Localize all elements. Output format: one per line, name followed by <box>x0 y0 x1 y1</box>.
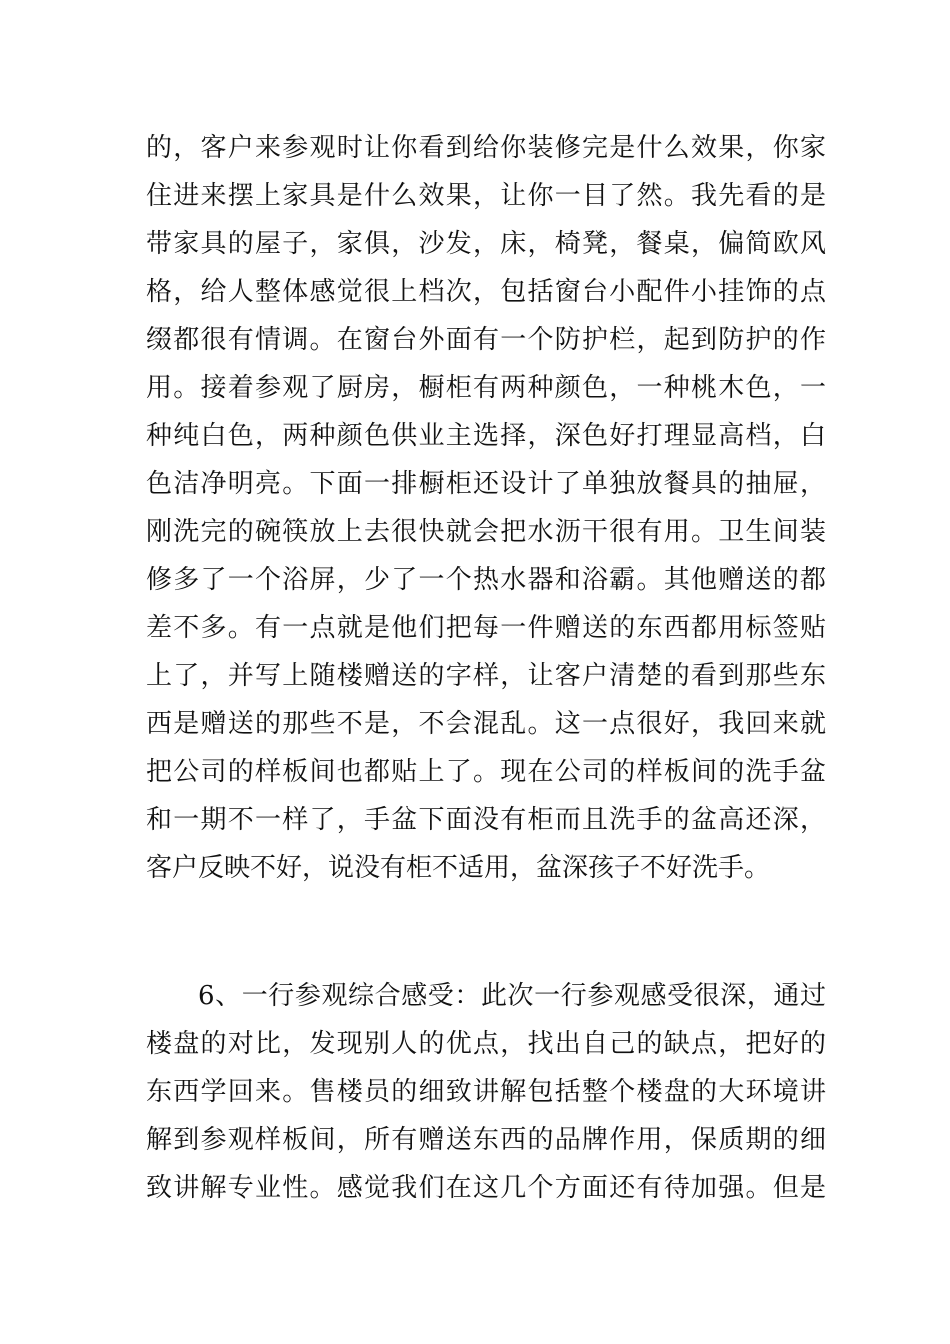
text-line: 修多了一个浴屏，少了一个热水器和浴霸。其他赠送的都 <box>146 565 826 595</box>
text-line: 楼盘的对比，发现别人的优点，找出自己的缺点，把好的 <box>146 1029 826 1059</box>
text-line: 带家具的屋子，家俱，沙发，床，椅凳，餐桌，偏简欧风 <box>146 229 826 259</box>
text-line: 的，客户来参观时让你看到给你装修完是什么效果，你家 <box>146 133 826 163</box>
paragraph-showroom-visit <box>146 124 826 892</box>
text-line: 解到参观样板间，所有赠送东西的品牌作用，保质期的细 <box>146 1125 826 1155</box>
text-line: 致讲解专业性。感觉我们在这几个方面还有待加强。但是 <box>146 1173 826 1203</box>
text-line: 缀都很有情调。在窗台外面有一个防护栏，起到防护的作 <box>146 325 826 355</box>
text-line: 刚洗完的碗筷放上去很快就会把水沥干很有用。卫生间装 <box>146 517 826 547</box>
text-line: 西是赠送的那些不是，不会混乱。这一点很好，我回来就 <box>146 709 826 739</box>
text-line: 上了，并写上随楼赠送的字样，让客户清楚的看到那些东 <box>146 661 826 691</box>
text-line: 种纯白色，两种颜色供业主选择，深色好打理显高档，白 <box>146 421 826 451</box>
paragraph-overall-impression <box>146 972 826 1212</box>
text-line: 东西学回来。售楼员的细致讲解包括整个楼盘的大环境讲 <box>146 1077 826 1107</box>
text-line: 客户反映不好，说没有柜不适用，盆深孩子不好洗手。 <box>146 853 771 883</box>
text-line: 住进来摆上家具是什么效果，让你一目了然。我先看的是 <box>146 181 826 211</box>
text-line: 用。接着参观了厨房，橱柜有两种颜色，一种桃木色，一 <box>146 373 826 403</box>
text-line: 把公司的样板间也都贴上了。现在公司的样板间的洗手盆 <box>146 757 826 787</box>
text-line: 格，给人整体感觉很上档次，包括窗台小配件小挂饰的点 <box>146 277 826 307</box>
text-line: 和一期不一样了，手盆下面没有柜而且洗手的盆高还深， <box>146 805 826 835</box>
text-line: 差不多。有一点就是他们把每一件赠送的东西都用标签贴 <box>146 613 826 643</box>
text-line-indented: 6、一行参观综合感受：此次一行参观感受很深，通过 <box>198 981 826 1011</box>
text-line: 色洁净明亮。下面一排橱柜还设计了单独放餐具的抽屉， <box>146 469 826 499</box>
